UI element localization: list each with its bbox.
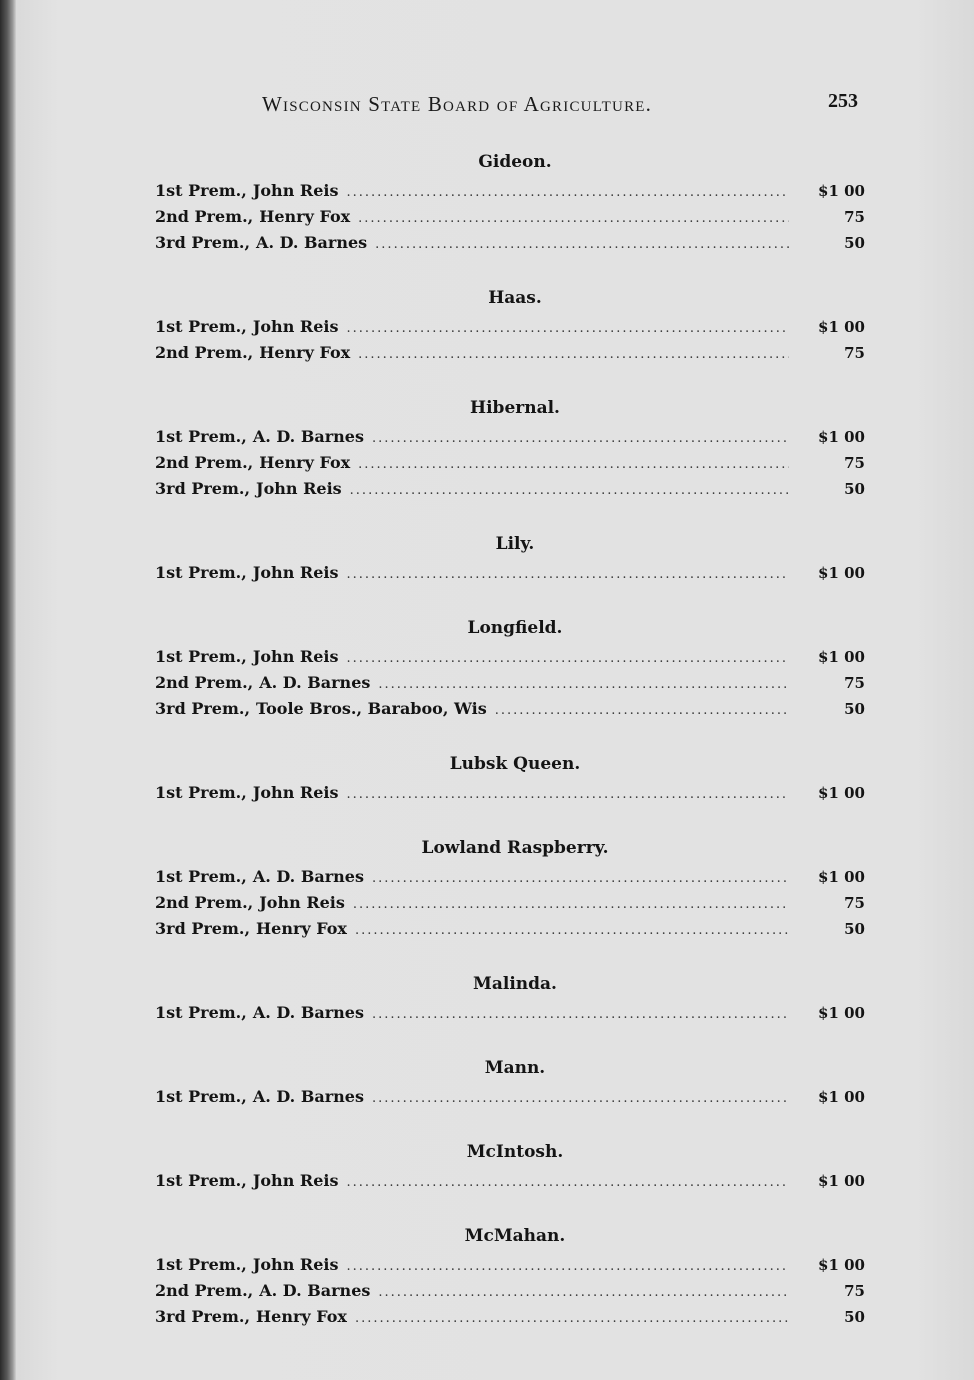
premium-amount: $1 00 xyxy=(818,318,865,336)
page-number: 253 xyxy=(828,90,858,112)
winner-name: John Reis xyxy=(252,647,339,666)
variety-title: Hibernal. xyxy=(470,398,560,418)
premium-amount: 50 xyxy=(844,234,865,252)
variety-section xyxy=(155,396,865,502)
premium-list xyxy=(155,150,865,1360)
premium-entry xyxy=(155,204,865,230)
premium-place: 1st Prem., xyxy=(155,1171,247,1190)
premium-place: 1st Prem., xyxy=(155,1255,247,1274)
dot-leader xyxy=(346,562,789,588)
premium-entry xyxy=(155,1252,865,1278)
winner-name: A. D. Barnes xyxy=(259,1281,371,1300)
premium-place: 1st Prem., xyxy=(155,647,247,666)
premium-place: 3rd Prem., xyxy=(155,233,251,252)
premium-place: 2nd Prem., xyxy=(155,207,254,226)
premium-amount: 50 xyxy=(844,480,865,498)
dot-leader xyxy=(355,1306,789,1332)
variety-section xyxy=(155,1224,865,1330)
premium-entry xyxy=(155,1168,865,1194)
premium-place: 2nd Prem., xyxy=(155,343,254,362)
variety-section xyxy=(155,752,865,806)
premium-place: 2nd Prem., xyxy=(155,1281,254,1300)
premium-place: 3rd Prem., xyxy=(155,479,251,498)
premium-place: 1st Prem., xyxy=(155,783,247,802)
variety-section xyxy=(155,150,865,256)
variety-section xyxy=(155,1056,865,1110)
variety-title: McIntosh. xyxy=(466,1142,564,1162)
dot-leader xyxy=(346,1254,789,1280)
variety-title: Lowland Raspberry. xyxy=(421,838,609,858)
variety-section xyxy=(155,286,865,366)
premium-amount: 75 xyxy=(844,344,865,362)
premium-entry xyxy=(155,644,865,670)
premium-entry xyxy=(155,476,865,502)
premium-amount: $1 00 xyxy=(818,1088,865,1106)
winner-name: A. D. Barnes xyxy=(252,1003,364,1022)
dot-leader xyxy=(375,232,789,258)
page-header xyxy=(262,90,862,124)
premium-entry xyxy=(155,1000,865,1026)
premium-amount: 75 xyxy=(844,208,865,226)
winner-name: John Reis xyxy=(259,893,345,912)
premium-place: 3rd Prem., xyxy=(155,919,251,938)
dot-leader xyxy=(346,782,789,808)
premium-entry xyxy=(155,314,865,340)
premium-place: 2nd Prem., xyxy=(155,453,254,472)
premium-amount: $1 00 xyxy=(818,648,865,666)
dot-leader xyxy=(358,452,789,478)
premium-amount: $1 00 xyxy=(818,182,865,200)
dot-leader xyxy=(372,1002,789,1028)
premium-entry xyxy=(155,450,865,476)
premium-entry xyxy=(155,670,865,696)
dot-leader xyxy=(358,342,789,368)
premium-entry xyxy=(155,780,865,806)
variety-title: Gideon. xyxy=(478,152,552,172)
variety-title: Lubsk Queen. xyxy=(449,754,581,774)
premium-place: 2nd Prem., xyxy=(155,893,254,912)
premium-amount: $1 00 xyxy=(818,868,865,886)
premium-amount: $1 00 xyxy=(818,564,865,582)
dot-leader xyxy=(372,426,789,452)
premium-place: 3rd Prem., xyxy=(155,1307,251,1326)
premium-entry xyxy=(155,340,865,366)
premium-place: 1st Prem., xyxy=(155,317,247,336)
winner-name: John Reis xyxy=(252,783,339,802)
premium-place: 1st Prem., xyxy=(155,427,247,446)
premium-entry xyxy=(155,1278,865,1304)
premium-amount: 50 xyxy=(844,700,865,718)
winner-name: Henry Fox xyxy=(256,919,347,938)
premium-amount: $1 00 xyxy=(818,1256,865,1274)
dot-leader xyxy=(372,1086,789,1112)
variety-title: Mann. xyxy=(484,1058,546,1078)
premium-place: 1st Prem., xyxy=(155,181,247,200)
winner-name: A. D. Barnes xyxy=(259,673,371,692)
variety-section xyxy=(155,616,865,722)
dot-leader xyxy=(378,672,789,698)
premium-amount: 50 xyxy=(844,1308,865,1326)
winner-name: Henry Fox xyxy=(256,1307,347,1326)
premium-entry xyxy=(155,424,865,450)
variety-title: Lily. xyxy=(495,534,535,554)
dot-leader xyxy=(372,866,789,892)
winner-name: A. D. Barnes xyxy=(256,233,368,252)
premium-amount: $1 00 xyxy=(818,1172,865,1190)
winner-name: Henry Fox xyxy=(259,453,351,472)
premium-entry xyxy=(155,864,865,890)
premium-entry xyxy=(155,916,865,942)
dot-leader xyxy=(358,206,789,232)
winner-name: John Reis xyxy=(256,479,342,498)
dot-leader xyxy=(355,918,789,944)
premium-entry xyxy=(155,696,865,722)
book-spine-shadow xyxy=(0,0,16,1380)
dot-leader xyxy=(495,698,789,724)
running-title: Wisconsin State Board of Agriculture. xyxy=(262,92,653,116)
winner-name: John Reis xyxy=(252,181,339,200)
winner-name: A. D. Barnes xyxy=(252,427,364,446)
winner-name: Toole Bros., Baraboo, Wis xyxy=(256,699,487,718)
premium-entry xyxy=(155,230,865,256)
premium-place: 2nd Prem., xyxy=(155,673,254,692)
winner-name: John Reis xyxy=(252,1171,339,1190)
premium-amount: 50 xyxy=(844,920,865,938)
variety-section xyxy=(155,532,865,586)
premium-place: 1st Prem., xyxy=(155,1003,247,1022)
winner-name: John Reis xyxy=(252,563,339,582)
premium-entry xyxy=(155,1084,865,1110)
premium-amount: $1 00 xyxy=(818,784,865,802)
winner-name: Henry Fox xyxy=(259,343,351,362)
premium-entry xyxy=(155,1304,865,1330)
dot-leader xyxy=(350,478,789,504)
variety-section xyxy=(155,836,865,942)
premium-amount: 75 xyxy=(844,454,865,472)
dot-leader xyxy=(378,1280,789,1306)
premium-place: 1st Prem., xyxy=(155,1087,247,1106)
premium-entry xyxy=(155,178,865,204)
premium-place: 1st Prem., xyxy=(155,867,247,886)
variety-title: Longfield. xyxy=(467,618,563,638)
premium-amount: 75 xyxy=(844,674,865,692)
premium-amount: 75 xyxy=(844,894,865,912)
variety-title: Haas. xyxy=(488,288,542,308)
premium-place: 1st Prem., xyxy=(155,563,247,582)
variety-section xyxy=(155,972,865,1026)
winner-name: A. D. Barnes xyxy=(252,867,364,886)
winner-name: Henry Fox xyxy=(259,207,351,226)
premium-place: 3rd Prem., xyxy=(155,699,251,718)
variety-title: Malinda. xyxy=(473,974,557,994)
winner-name: John Reis xyxy=(252,317,339,336)
variety-section xyxy=(155,1140,865,1194)
dot-leader xyxy=(353,892,789,918)
dot-leader xyxy=(346,1170,789,1196)
winner-name: John Reis xyxy=(252,1255,339,1274)
dot-leader xyxy=(346,180,789,206)
premium-amount: $1 00 xyxy=(818,428,865,446)
premium-amount: 75 xyxy=(844,1282,865,1300)
premium-entry xyxy=(155,890,865,916)
premium-amount: $1 00 xyxy=(818,1004,865,1022)
dot-leader xyxy=(346,646,789,672)
premium-entry xyxy=(155,560,865,586)
dot-leader xyxy=(346,316,789,342)
winner-name: A. D. Barnes xyxy=(252,1087,364,1106)
variety-title: McMahan. xyxy=(464,1226,566,1246)
